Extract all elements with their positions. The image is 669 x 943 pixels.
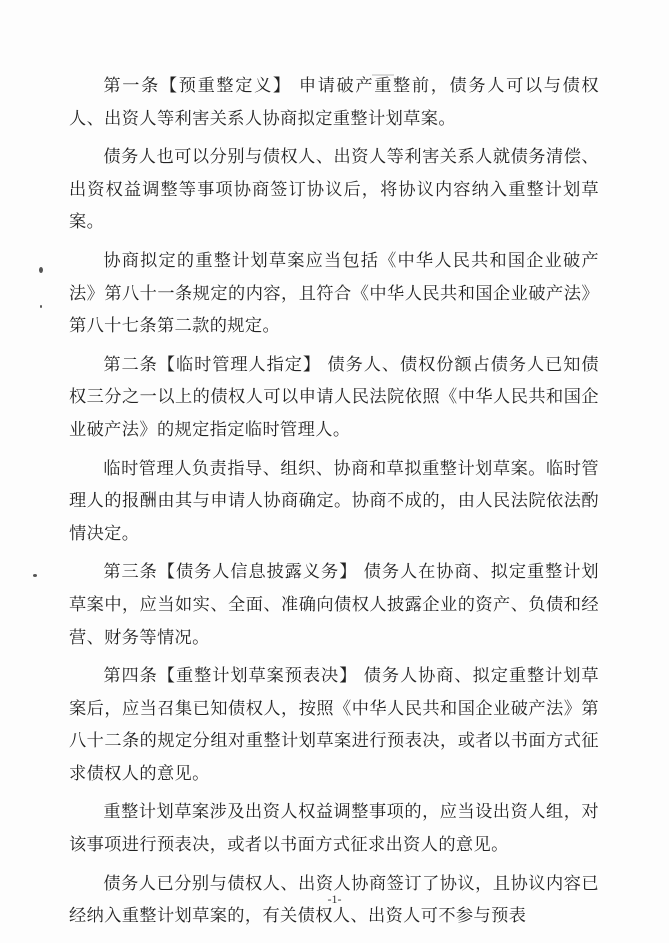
paragraph-article-1-clause-3: 协商拟定的重整计划草案应当包括《中华人民共和国企业破产法》第八十一条规定的内容，且符合《中华人民共和国企业破产法》第八十七条第二款的规定。	[69, 250, 599, 337]
scan-speck	[40, 305, 42, 308]
paragraph-article-4-clause-2: 重整计划草案涉及出资人权益调整事项的，应当设出资人组，对该事项进行预表决，或者以书面方式征求出资人的意见。	[69, 802, 599, 856]
paragraph-article-2-clause-2: 临时管理人负责指导、组织、协商和草拟重整计划草案。临时管理人的报酬由其与申请人协商确定。协商不成的，由人民法院依法酌情决定。	[69, 458, 599, 544]
paragraph-article-3: 第三条【债务人信息披露义务】 债务人在协商、拟定重整计划草案中，应当如实、全面、准确向债权人披露企业的资产、负债和经营、财务等情况。	[69, 562, 599, 648]
scan-speck	[33, 574, 37, 577]
page-number: -1-	[327, 892, 342, 906]
paragraph-article-1-clause-2: 债务人也可以分别与债权人、出资人等利害关系人就债务清偿、出资权益调整等事项协商签订协议后，将协议内容纳入重整计划草案。	[69, 147, 599, 233]
paragraph-article-2: 第二条【临时管理人指定】 债务人、债权份额占债务人已知债权三分之一以上的债权人可以申请人民法院依照《中华人民共和国企业破产法》的规定指定临时管理人。	[69, 354, 599, 440]
paragraph-article-4: 第四条【重整计划草案预表决】 债务人协商、拟定重整计划草案后，应当召集已知债权人，按照《中华人民共和国企业破产法》第八十二条的规定分组对重整计划草案进行预表决，或者以书面方式征求债权人的意见。	[69, 666, 599, 784]
document-body	[69, 70, 599, 933]
paragraph-article-1: 第一条【预重整定义】 申请破产重整前，债务人可以与债权人、出资人等利害关系人协商拟定重整计划草案。	[69, 76, 599, 129]
scan-speck	[39, 267, 43, 273]
paragraph-article-4-clause-3: 债务人已分别与债权人、出资人协商签订了协议，且协议内容已经纳入重整计划草案的，有关债权人、出资人可不参与预表	[69, 873, 599, 927]
